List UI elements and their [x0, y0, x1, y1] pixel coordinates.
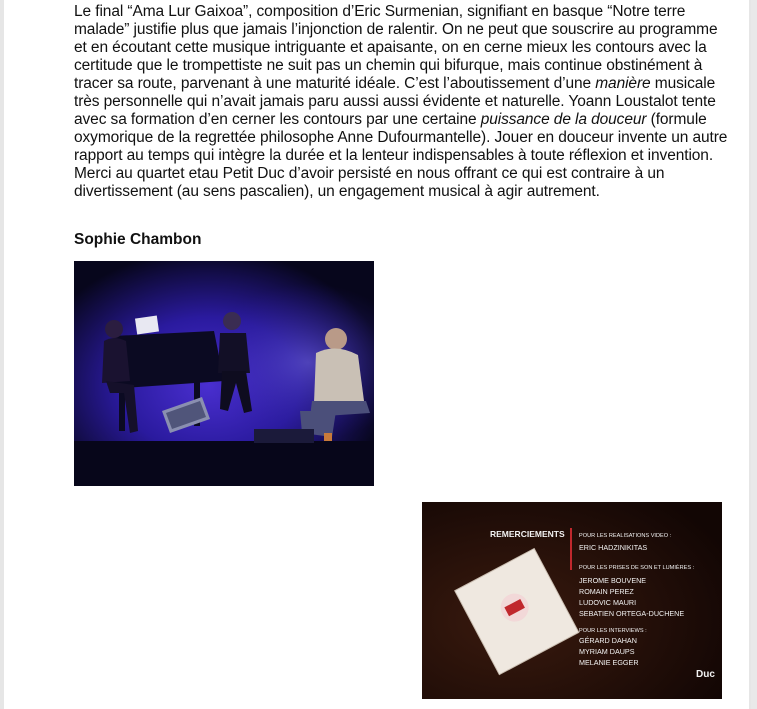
credits-image-graphic	[422, 502, 722, 699]
credits-heading: REMERCIEMENTS	[490, 529, 565, 539]
page	[4, 0, 749, 709]
credits-interview-name: MYRIAM DAUPS	[579, 647, 635, 656]
article-emphasis: puissance de la douceur	[480, 111, 647, 128]
credits-sound-label: POUR LES PRISES DE SON ET LUMIÈRES :	[579, 565, 695, 571]
petit-duc-logo: Duc	[696, 669, 715, 680]
concert-photo[interactable]	[74, 261, 374, 486]
credits-sound-name: ROMAIN PEREZ	[579, 587, 634, 596]
scrollbar[interactable]	[751, 0, 757, 709]
credits-sound-name: SEBATIEN ORTEGA-DUCHENE	[579, 609, 685, 618]
credits-image[interactable]	[422, 502, 722, 699]
credits-sound-name: LUDOVIC MAURI	[579, 598, 637, 607]
credits-interview-label: POUR LES INTERVIEWS :	[579, 628, 647, 634]
credits-interview-name: MELANIE EGGER	[579, 658, 639, 667]
author-name: Sophie Chambon	[74, 231, 202, 248]
article-text: (formule oxymorique de la regrettée philosophe Anne Dufourmantelle). Jouer en douceur invente un autre rapport au temps qui intègre la durée et la lenteur indispensables à toute réflexion et invention. Merci au quartet etau Petit Duc d’avoir persisté en nous offrant ce qui est contraire à un divertissement (au sens pascalien), un engagement musical à agir autrement.	[74, 111, 728, 200]
article-paragraph	[74, 3, 730, 201]
credits-interview-name: GÉRARD DAHAN	[579, 636, 637, 645]
article-body	[74, 3, 730, 201]
article-text: musicale très personnelle qui n’avait jamais paru aussi aussi évidente et naturelle. Yoann Loustalot tente avec sa formation d’en cerner les contours par une certaine	[74, 75, 716, 128]
credits-video-label: POUR LES REALISATIONS VIDEO :	[579, 533, 672, 539]
article-emphasis: manière	[595, 75, 651, 92]
article-text: Le final “Ama Lur Gaixoa”, composition d’Eric Surmenian, signifiant en basque “Notre terre malade” justifie plus que jamais l’injonction de ralentir. On ne peut que souscrire au programme et en écoutant cette musique intriguante et apaisante, on en cerne mieux les contours avec la certitude que le trompettiste ne suit pas un chemin qui bifurque, mais continue obstinément à tracer sa route, parvenant à une maturité idéale. C’est l’aboutissement d’une	[74, 3, 718, 92]
credits-video-name: ERIC HADZINIKITAS	[579, 543, 648, 552]
concert-photo-image	[74, 261, 374, 486]
credits-sound-name: JEROME BOUVENE	[579, 576, 647, 585]
